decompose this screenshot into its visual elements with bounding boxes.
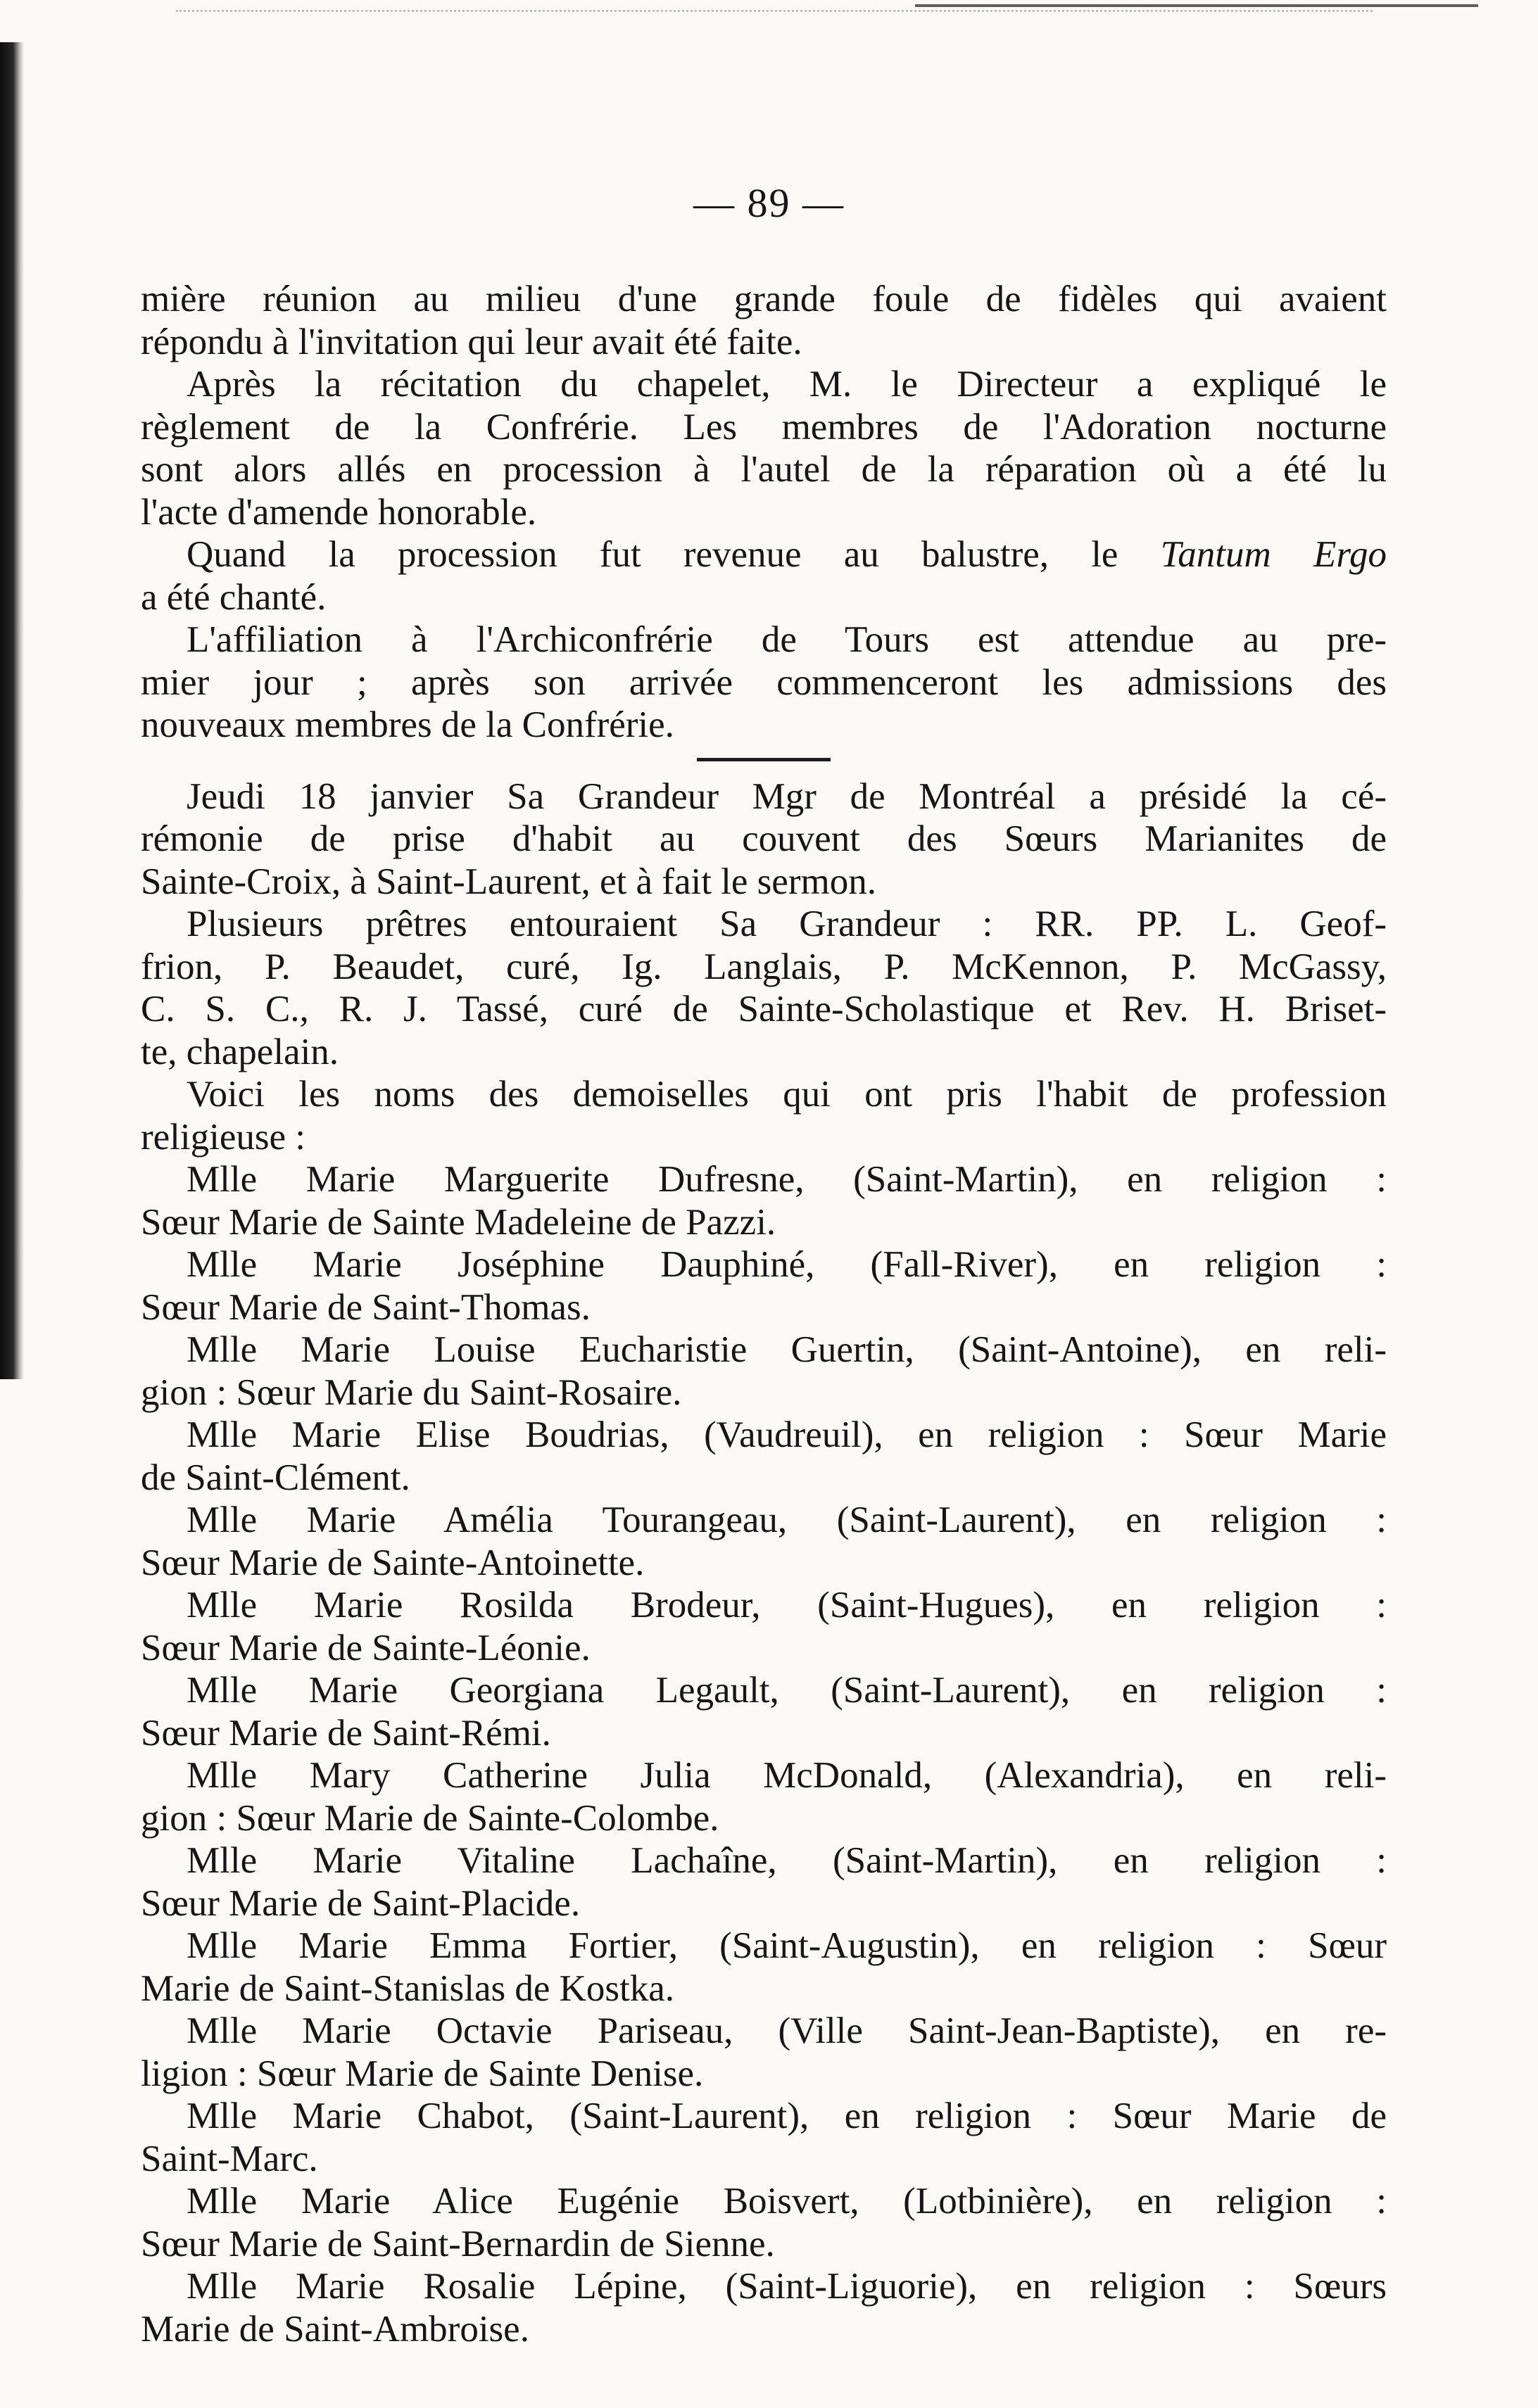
text-line: répondu à l'invitation qui leur avait été faite. xyxy=(141,321,802,362)
list-item: Mlle Marie Marguerite Dufresne, (Saint-Martin), en religion : xyxy=(187,1159,1387,1200)
top-border-rule xyxy=(915,4,1478,7)
list-item-cont: Sœur Marie de Saint-Placide. xyxy=(141,1882,581,1924)
list-item-cont: Sœur Marie de Saint-Thomas. xyxy=(141,1286,591,1328)
document-body xyxy=(141,278,1387,2350)
italic-title: Tantum Ergo xyxy=(1160,534,1387,575)
text-line: Sainte-Croix, à Saint-Laurent, et à fait le sermon. xyxy=(141,861,876,902)
text-line: l'acte d'amende honorable. xyxy=(141,491,537,533)
list-item-cont: Saint-Marc. xyxy=(141,2138,318,2179)
text-line: religieuse : xyxy=(141,1116,305,1158)
list-item: Mlle Marie Rosilda Brodeur, (Saint-Hugues), en religion : xyxy=(187,1585,1387,1626)
list-item: Mlle Marie Chabot, (Saint-Laurent), en religion : Sœur Marie de xyxy=(187,2096,1387,2136)
list-item: Mlle Marie Octavie Pariseau, (Ville Saint-Jean-Baptiste), en re- xyxy=(187,2010,1387,2051)
text-line: Après la récitation du chapelet, M. le Directeur a expliqué le xyxy=(187,364,1387,405)
text-line: te, chapelain. xyxy=(141,1031,339,1072)
text-line: a été chanté. xyxy=(141,576,327,618)
page-number: — 89 — xyxy=(693,180,845,226)
text-line: C. S. C., R. J. Tassé, curé de Sainte-Scholastique et Rev. H. Briset- xyxy=(141,989,1387,1029)
section-separator xyxy=(697,758,831,761)
text-line: nouveaux membres de la Confrérie. xyxy=(141,704,674,745)
page-binding-edge xyxy=(0,42,24,1379)
list-item-cont: Sœur Marie de Sainte-Antoinette. xyxy=(141,1542,645,1583)
list-item-cont: ligion : Sœur Marie de Sainte Denise. xyxy=(141,2053,704,2094)
text-run: Quand la procession fut revenue au balustre, le xyxy=(187,534,1161,575)
text-line: Plusieurs prêtres entouraient Sa Grandeur : RR. PP. L. Geof- xyxy=(187,904,1387,944)
list-item-cont: gion : Sœur Marie du Saint-Rosaire. xyxy=(141,1371,682,1413)
list-item: Mlle Marie Louise Eucharistie Guertin, (Saint-Antoine), en reli- xyxy=(187,1329,1387,1370)
top-scan-artifacts xyxy=(176,10,1373,40)
list-item: Mlle Mary Catherine Julia McDonald, (Alexandria), en reli- xyxy=(187,1755,1387,1796)
text-line: Jeudi 18 janvier Sa Grandeur Mgr de Montréal a présidé la cé- xyxy=(187,775,1387,817)
list-item-cont: Sœur Marie de Saint-Rémi. xyxy=(141,1712,551,1754)
list-item-cont: Sœur Marie de Sainte Madeleine de Pazzi. xyxy=(141,1201,776,1243)
list-item-cont: gion : Sœur Marie de Sainte-Colombe. xyxy=(141,1797,719,1839)
list-item: Mlle Marie Joséphine Dauphiné, (Fall-River), en religion : xyxy=(187,1244,1387,1285)
text-line-tantum xyxy=(141,533,1387,576)
list-item: Mlle Marie Alice Eugénie Boisvert, (Lotbinière), en religion : xyxy=(187,2181,1387,2222)
text-line: mière réunion au milieu d'une grande foule de fidèles qui avaient xyxy=(141,279,1387,319)
list-item-cont: Marie de Saint-Ambroise. xyxy=(141,2308,529,2350)
list-item: Mlle Marie Elise Boudrias, (Vaudreuil), en religion : Sœur Marie xyxy=(187,1414,1387,1455)
list-item-cont: Marie de Saint-Stanislas de Kostka. xyxy=(141,1967,675,2009)
text-line: L'affiliation à l'Archiconfrérie de Tours est attendue au pre- xyxy=(187,619,1387,660)
list-item: Mlle Marie Amélia Tourangeau, (Saint-Laurent), en religion : xyxy=(187,1500,1387,1540)
text-line: mier jour ; après son arrivée commenceront les admissions des xyxy=(141,661,1387,703)
list-item: Mlle Marie Georgiana Legault, (Saint-Laurent), en religion : xyxy=(187,1670,1387,1711)
list-item-cont: Sœur Marie de Sainte-Léonie. xyxy=(141,1627,591,1668)
text-line: frion, P. Beaudet, curé, Ig. Langlais, P. McKennon, P. McGassy, xyxy=(141,946,1387,987)
text-line: sont alors allés en procession à l'autel de la réparation où a été lu xyxy=(141,449,1387,490)
list-item: Mlle Marie Emma Fortier, (Saint-Augustin), en religion : Sœur xyxy=(187,1925,1387,1966)
text-line: Voici les noms des demoiselles qui ont pris l'habit de profession xyxy=(187,1074,1387,1115)
list-item-cont: de Saint-Clément. xyxy=(141,1457,410,1498)
list-item: Mlle Marie Vitaline Lachaîne, (Saint-Martin), en religion : xyxy=(187,1840,1387,1881)
list-item: Mlle Marie Rosalie Lépine, (Saint-Liguorie), en religion : Sœurs xyxy=(187,2266,1387,2307)
text-line: règlement de la Confrérie. Les membres de l'Adoration nocturne xyxy=(141,406,1387,448)
text-line: rémonie de prise d'habit au couvent des Sœurs Marianites de xyxy=(141,818,1387,859)
list-item-cont: Sœur Marie de Saint-Bernardin de Sienne. xyxy=(141,2223,775,2264)
